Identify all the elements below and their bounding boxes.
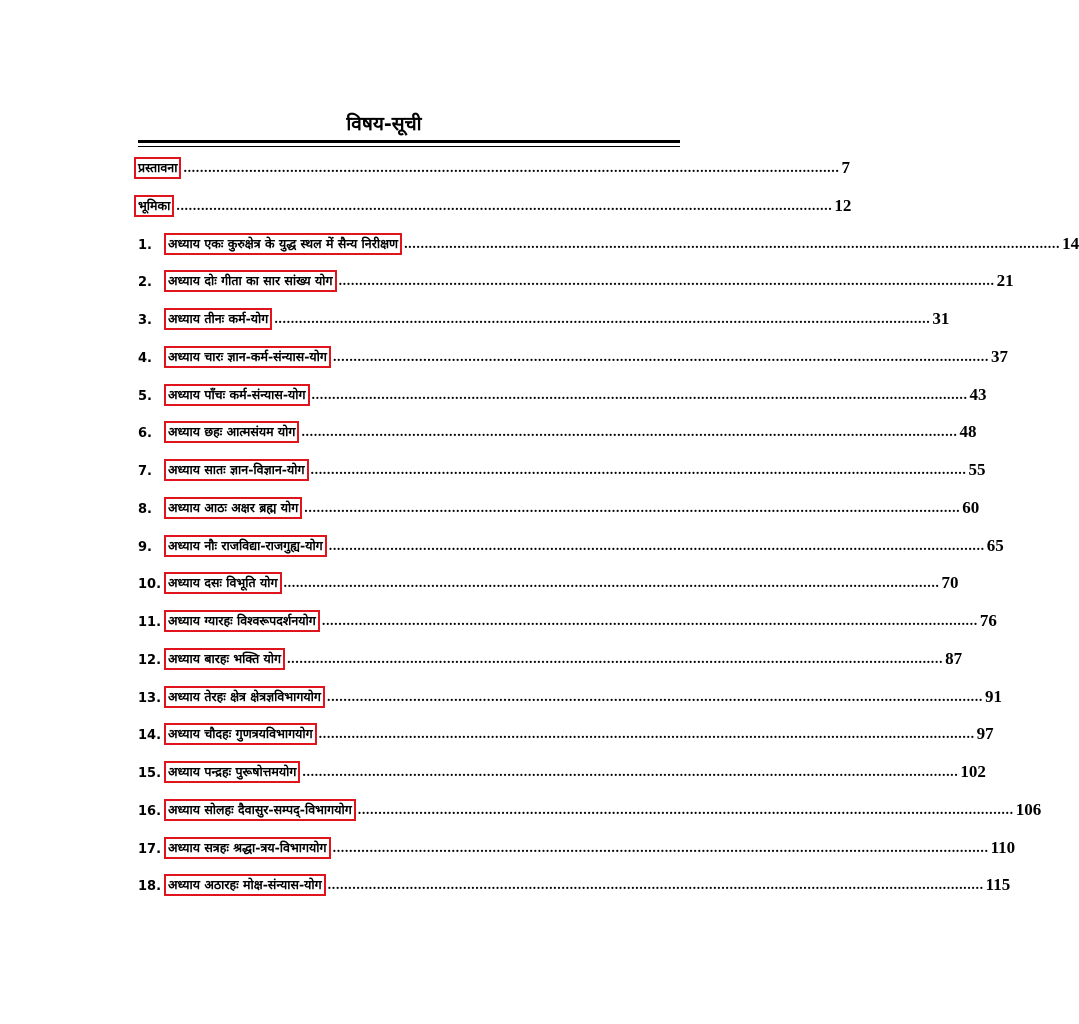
toc-entry-number: 13.: [138, 691, 162, 706]
toc-entry-number: 18.: [138, 879, 162, 894]
toc-entry-label[interactable]: अध्याय बारहः भक्ति योग: [164, 648, 285, 670]
toc-entry-leader-dots: ................................................................................................................................................................: [321, 614, 978, 629]
toc-entry[interactable]: [138, 268, 1014, 292]
toc-entry-label[interactable]: अध्याय पाँचः कर्म-संन्यास-योग: [164, 384, 310, 406]
toc-entry-number: 10.: [138, 577, 162, 592]
toc-entry-label[interactable]: अध्याय सातः ज्ञान-विज्ञान-योग: [164, 459, 309, 481]
toc-entry-leader-dots: ................................................................................................................................................................: [318, 727, 975, 742]
toc-entry-page-number: 43: [969, 385, 987, 404]
toc-entry-leader-dots: ................................................................................................................................................................: [328, 539, 985, 554]
toc-entry-label[interactable]: अध्याय सोलहः दैवासुर-सम्पद्-विभागयोग: [164, 799, 356, 821]
toc-entry-label[interactable]: अध्याय सत्रहः श्रद्धा-त्रय-विभागयोग: [164, 837, 331, 859]
toc-entry-label[interactable]: अध्याय चौदहः गुणत्रयविभागयोग: [164, 723, 317, 745]
toc-entry[interactable]: [138, 759, 986, 783]
toc-entry-label[interactable]: अध्याय तेरहः क्षेत्र क्षेत्रज्ञविभागयोग: [164, 686, 325, 708]
toc-entry-leader-dots: ................................................................................................................................................................: [404, 237, 1061, 252]
toc-entry-number: 14.: [138, 728, 162, 743]
toc-entry-page-number: 110: [990, 838, 1016, 857]
toc-entry-leader-dots: ................................................................................................................................................................: [176, 199, 833, 214]
toc-entry-leader-dots: ................................................................................................................................................................: [311, 388, 968, 403]
toc-entry-number: 4.: [138, 351, 152, 366]
toc-entry[interactable]: [138, 533, 1004, 557]
toc-entry[interactable]: [138, 495, 980, 519]
toc-entry-page-number: 31: [932, 309, 950, 328]
toc-entry-page-number: 115: [985, 875, 1011, 894]
toc-entry-number: 11.: [138, 615, 162, 630]
toc-entry-page-number: 87: [945, 649, 963, 668]
toc-entry-label[interactable]: अध्याय तीनः कर्म-योग: [164, 308, 272, 330]
toc-entry-leader-dots: ................................................................................................................................................................: [302, 765, 959, 780]
toc-entry-leader-dots: ................................................................................................................................................................: [301, 425, 958, 440]
toc-entry-number: 6.: [138, 426, 152, 441]
toc-entry-page-number: 102: [960, 762, 986, 781]
toc-entry-label[interactable]: अध्याय दोः गीता का सार सांख्य योग: [164, 270, 337, 292]
toc-entry[interactable]: [138, 231, 1079, 255]
toc-entry-page-number: 14: [1062, 234, 1079, 253]
toc-entry-number: 5.: [138, 389, 152, 404]
toc-entry-leader-dots: ................................................................................................................................................................: [357, 803, 1014, 818]
toc-entry[interactable]: [138, 382, 987, 406]
toc-entry[interactable]: [138, 457, 986, 481]
toc-entry-page-number: 76: [979, 611, 997, 630]
toc-entry-leader-dots: ................................................................................................................................................................: [327, 878, 984, 893]
toc-entry-page-number: 91: [984, 687, 1002, 706]
toc-entry[interactable]: [138, 872, 1011, 896]
toc-entry-label[interactable]: अध्याय छहः आत्मसंयम योग: [164, 421, 299, 443]
toc-entry[interactable]: [138, 835, 1016, 859]
toc-entry-page-number: 21: [996, 271, 1014, 290]
toc-entry[interactable]: [138, 646, 963, 670]
toc-entry-page-number: 70: [941, 573, 959, 592]
toc-entry-page-number: 48: [959, 422, 977, 441]
toc-entry-page-number: 55: [968, 460, 986, 479]
toc-entry-leader-dots: ................................................................................................................................................................: [310, 463, 967, 478]
toc-entry-label[interactable]: अध्याय पन्द्रहः पुरूषोत्तमयोग: [164, 761, 300, 783]
toc-entry-label[interactable]: अध्याय ग्यारहः विश्वरूपदर्शनयोग: [164, 610, 320, 632]
toc-entry-label[interactable]: अध्याय दसः विभूति योग: [164, 572, 282, 594]
toc-entry-leader-dots: ................................................................................................................................................................: [326, 690, 983, 705]
toc-entry[interactable]: [138, 306, 950, 330]
toc-entry-page-number: 106: [1015, 800, 1042, 819]
toc-entry-number: 8.: [138, 502, 152, 517]
toc-entry-number: 9.: [138, 540, 152, 555]
toc-entry-number: 2.: [138, 275, 152, 290]
toc-entry-leader-dots: ................................................................................................................................................................: [274, 312, 931, 327]
toc-entry-leader-dots: ................................................................................................................................................................: [183, 161, 840, 176]
toc-entry[interactable]: [138, 193, 852, 217]
toc-entry-label[interactable]: अध्याय चारः ज्ञान-कर्म-संन्यास-योग: [164, 346, 331, 368]
toc-entry-number: 15.: [138, 766, 162, 781]
toc-entry-label[interactable]: अध्याय एकः कुरुक्षेत्र के युद्ध स्थल में सैन्य निरीक्षण: [164, 233, 402, 255]
toc-entry[interactable]: [138, 684, 1002, 708]
toc-entry-number: 17.: [138, 842, 162, 857]
toc-entry[interactable]: [138, 344, 1008, 368]
toc-entry-leader-dots: ................................................................................................................................................................: [338, 274, 995, 289]
toc-entry[interactable]: [138, 570, 959, 594]
toc-entry-label[interactable]: भूमिका: [134, 195, 174, 217]
toc-entry-number: 16.: [138, 804, 162, 819]
toc-entry-number: 3.: [138, 313, 152, 328]
toc-entry-label[interactable]: अध्याय अठारहः मोक्ष-संन्यास-योग: [164, 874, 326, 896]
toc-entry-page-number: 37: [990, 347, 1008, 366]
toc-entry-leader-dots: ................................................................................................................................................................: [304, 501, 961, 516]
toc-entry[interactable]: [138, 155, 850, 179]
toc-entry[interactable]: [138, 721, 994, 745]
toc-entry-number: 12.: [138, 653, 162, 668]
toc-entry-page-number: 7: [841, 158, 850, 177]
toc-entry-number: 1.: [138, 238, 152, 253]
toc-entry[interactable]: [138, 608, 997, 632]
toc-entry-leader-dots: ................................................................................................................................................................: [287, 652, 944, 667]
toc-entry-label[interactable]: अध्याय आठः अक्षर ब्रह्म योग: [164, 497, 302, 519]
toc-entry-label[interactable]: प्रस्तावना: [134, 157, 181, 179]
toc-entry-leader-dots: ................................................................................................................................................................: [332, 841, 989, 856]
toc-entry-number: 7.: [138, 464, 152, 479]
toc-entry-label[interactable]: अध्याय नौः राजविद्या-राजगुह्य-योग: [164, 535, 327, 557]
toc-entry-leader-dots: ................................................................................................................................................................: [332, 350, 989, 365]
page-title: विषय-सूची: [346, 113, 422, 135]
toc-entry-page-number: 60: [962, 498, 980, 517]
toc-entry-page-number: 97: [976, 724, 994, 743]
toc-entry[interactable]: [138, 797, 1042, 821]
toc-entry-page-number: 65: [986, 536, 1004, 555]
toc-entry-leader-dots: ................................................................................................................................................................: [283, 576, 940, 591]
toc-entry-page-number: 12: [834, 196, 852, 215]
toc-entry[interactable]: [138, 419, 977, 443]
